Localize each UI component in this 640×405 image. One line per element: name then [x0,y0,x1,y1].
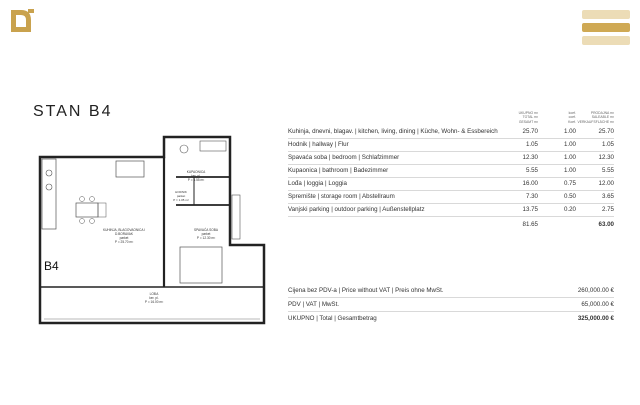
saleable-area: 12.30 [576,151,614,164]
room-loggia-floor: ker. pl. [149,296,159,300]
room-name: Lođa | loggia | Loggia [288,177,502,190]
table-header-row [288,111,614,126]
sum-saleable-area: 63.00 [598,220,614,228]
coefficient: 1.00 [538,164,576,177]
unit-label: B4 [44,259,59,273]
price-row [288,284,614,298]
floor-plan [34,135,269,330]
room-bed-name: SPAVAĆA SOBA [194,228,218,232]
sum-coef-cell [538,216,576,230]
total-area: 12.30 [502,151,538,164]
table-row [288,164,614,177]
header-total-line: UKUPNO m² [518,111,538,115]
total-label-cell [288,216,502,230]
room-hall-name: HODNIK [175,190,187,194]
saleable-area: 1.05 [576,138,614,151]
price-table [288,284,614,325]
header-room [288,111,502,126]
total-area: 13.75 [502,203,538,216]
coefficient: 0.50 [538,190,576,203]
table-row [288,151,614,164]
coefficient: 0.75 [538,177,576,190]
coefficient: 0.20 [538,203,576,216]
total-price-label: UKUPNO | Total | Gesamtbetrag [288,315,377,322]
sum-total-area: 81.65 [522,220,538,228]
coefficient: 1.00 [538,126,576,139]
room-bed-floor: parket [201,232,211,236]
saleable-area: 2.75 [576,203,614,216]
room-bath-name: KUPAONICA [186,170,206,174]
saleable-area: 12.00 [576,177,614,190]
room-name: Spremište | storage room | Abstellraum [288,190,502,203]
total-price-row [288,312,614,326]
total-area: 5.55 [502,164,538,177]
room-kitchen-name-2: D.BORAVAK [114,232,134,236]
room-name: Spavaća soba | bedroom | Schlafzimmer [288,151,502,164]
header-coef-line: koef. [568,111,576,115]
header-coef [538,111,576,126]
room-kitchen-floor: parket [119,236,129,240]
table-row [288,177,614,190]
room-bed-area: P = 12.30 m² [196,236,216,240]
header-saleable [576,111,614,126]
total-area: 25.70 [502,126,538,139]
header-total-line: TOTAL m² [522,115,538,120]
coefficient: 1.00 [538,138,576,151]
room-kitchen-area: P = 25.70 m² [114,240,134,244]
saleable-area: 5.55 [576,164,614,177]
header-saleable-line: SALEABLE m² [591,115,614,120]
saleable-area: 25.70 [576,126,614,139]
room-kitchen-name: KUHINJA, BLAGOVAONICA I [102,228,146,232]
total-area: 16.00 [502,177,538,190]
room-name: Kuhinja, dnevni, blagav. | kitchen, living, dining | Küche, Wohn- & Essbereich [288,126,502,139]
vat-value: 65,000.00 € [553,298,614,312]
price-value: 260,000.00 € [553,284,614,298]
total-price-value: 325,000.00 € [577,315,614,322]
page-title: STAN B4 [33,102,113,120]
room-bath-floor: ker. pl. [191,174,201,178]
gold-bar-light [582,36,630,45]
room-loggia-name: LOĐA [149,292,159,296]
total-area: 7.30 [502,190,538,203]
table-row [288,126,614,139]
area-table [288,111,614,230]
header-total-line: GESAMT m² [518,119,538,124]
gold-bar-light [582,10,630,19]
table-row [288,190,614,203]
header-total [502,111,538,126]
table-row [288,138,614,151]
coefficient: 1.00 [538,151,576,164]
room-name: Kupaonica | bathroom | Badezimmer [288,164,502,177]
room-loggia-area: P = 16.00 m² [144,300,164,304]
total-area: 1.05 [502,138,538,151]
gold-bar [582,23,630,32]
room-hall-floor: parket [176,194,186,198]
room-hall-area: P = 1.05 m² [173,198,189,202]
vat-row [288,298,614,312]
decorative-bars [582,10,630,49]
room-name: Hodnik | hallway | Flur [288,138,502,151]
room-name: Vanjski parking | outdoor parking | Außenstellplatz [288,203,502,216]
header-coef-line: Koef. [568,119,576,124]
brand-logo [9,7,35,35]
header-saleable-line: VERKAUFSFLÄCHE m² [577,119,614,124]
header-saleable-line: PRODAJNA m² [590,111,614,115]
vat-label: PDV | VAT | MwSt. [288,298,553,312]
table-total-row [288,216,614,230]
room-bath-area: P = 5.55 m² [187,178,205,182]
table-row [288,203,614,216]
saleable-area: 3.65 [576,190,614,203]
price-label: Cijena bez PDV-a | Price without VAT | Preis ohne MwSt. [288,284,553,298]
header-coef-line: coef. [568,115,576,120]
